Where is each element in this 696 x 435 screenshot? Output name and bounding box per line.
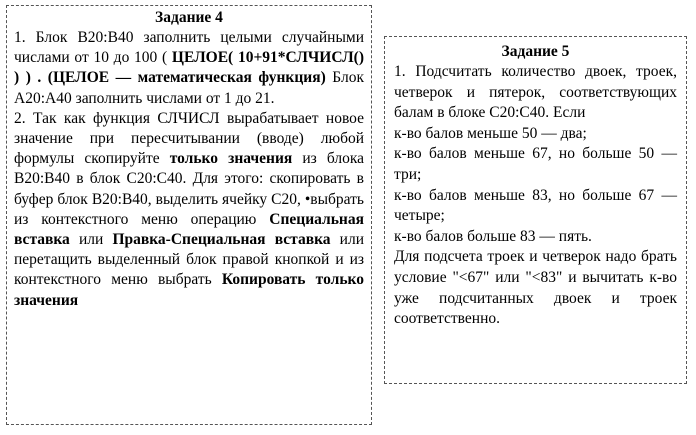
- task-4-title: Задание 4: [155, 9, 223, 26]
- task-4-item-2-text: 2. Так как функция СЛЧИСЛ вырабатывает новое значение при пересчитывании (вводе) любой формулы скопируйте: [14, 109, 364, 168]
- task-4-item-1-formula: ЦЕЛОЕ( 10+91*СЛЧИСЛ() ) ) . (ЦЕЛОЕ — математическая функция): [14, 49, 364, 87]
- task-4-box: [6, 5, 372, 425]
- task-5-box: [384, 36, 687, 384]
- task-5-rule-2: к-во балов меньше 67, но больше 50 — три;: [394, 145, 677, 183]
- task-4-item-1-text: 1. Блок В20:В40 заполнить целыми случайными числами от 10 до 100 (: [14, 29, 364, 67]
- task-4-item-2-text-end: или перетащить выделенный блок правой кнопкой и из контекстного меню выбрать: [14, 231, 364, 289]
- task-4-item-2-values-only: только значения: [169, 150, 293, 168]
- task-5-rule-1: к-во балов меньше 50 — два;: [394, 124, 587, 142]
- task-5-title: Задание 5: [501, 43, 570, 60]
- task-4-item-2: [14, 109, 364, 311]
- task-5-intro: 1. Подсчитать количество двоек, троек, четверок и пятерок, соответствующих балам в блоке С20:С40. Если: [394, 63, 677, 122]
- task-5-rule-3: к-во балов меньше 83, но больше 67 — четыре;: [394, 186, 677, 225]
- task-4-item-2-paste-special: Специальная вставка: [14, 210, 364, 249]
- task-5-rule-4: к-во балов больше 83 — пять.: [394, 227, 592, 245]
- task-4-item-1: [14, 28, 364, 109]
- task-4-item-2-text-mid: из блока В20:В40 в блок С20:С40. Для этого: скопировать в буфер блок В20:В40, выделить ячейку С20, •выбрать из контекстного меню операцию: [14, 150, 364, 228]
- task-4-item-1-text-end: Блок А20:А40 заполнить числами от 1 до 21.: [14, 69, 364, 107]
- task-4-item-2-or: или: [69, 231, 113, 249]
- task-5-note: Для подсчета троек и четверок надо брать условие "<67" или "<83" и вычитать к-во уже подсчитанных двоек и троек соответственно.: [394, 248, 677, 328]
- task-4-item-2-edit-paste-special: Правка-Специальная вставка: [112, 231, 331, 249]
- task-4-item-2-copy-values: Копировать только значения: [14, 271, 364, 309]
